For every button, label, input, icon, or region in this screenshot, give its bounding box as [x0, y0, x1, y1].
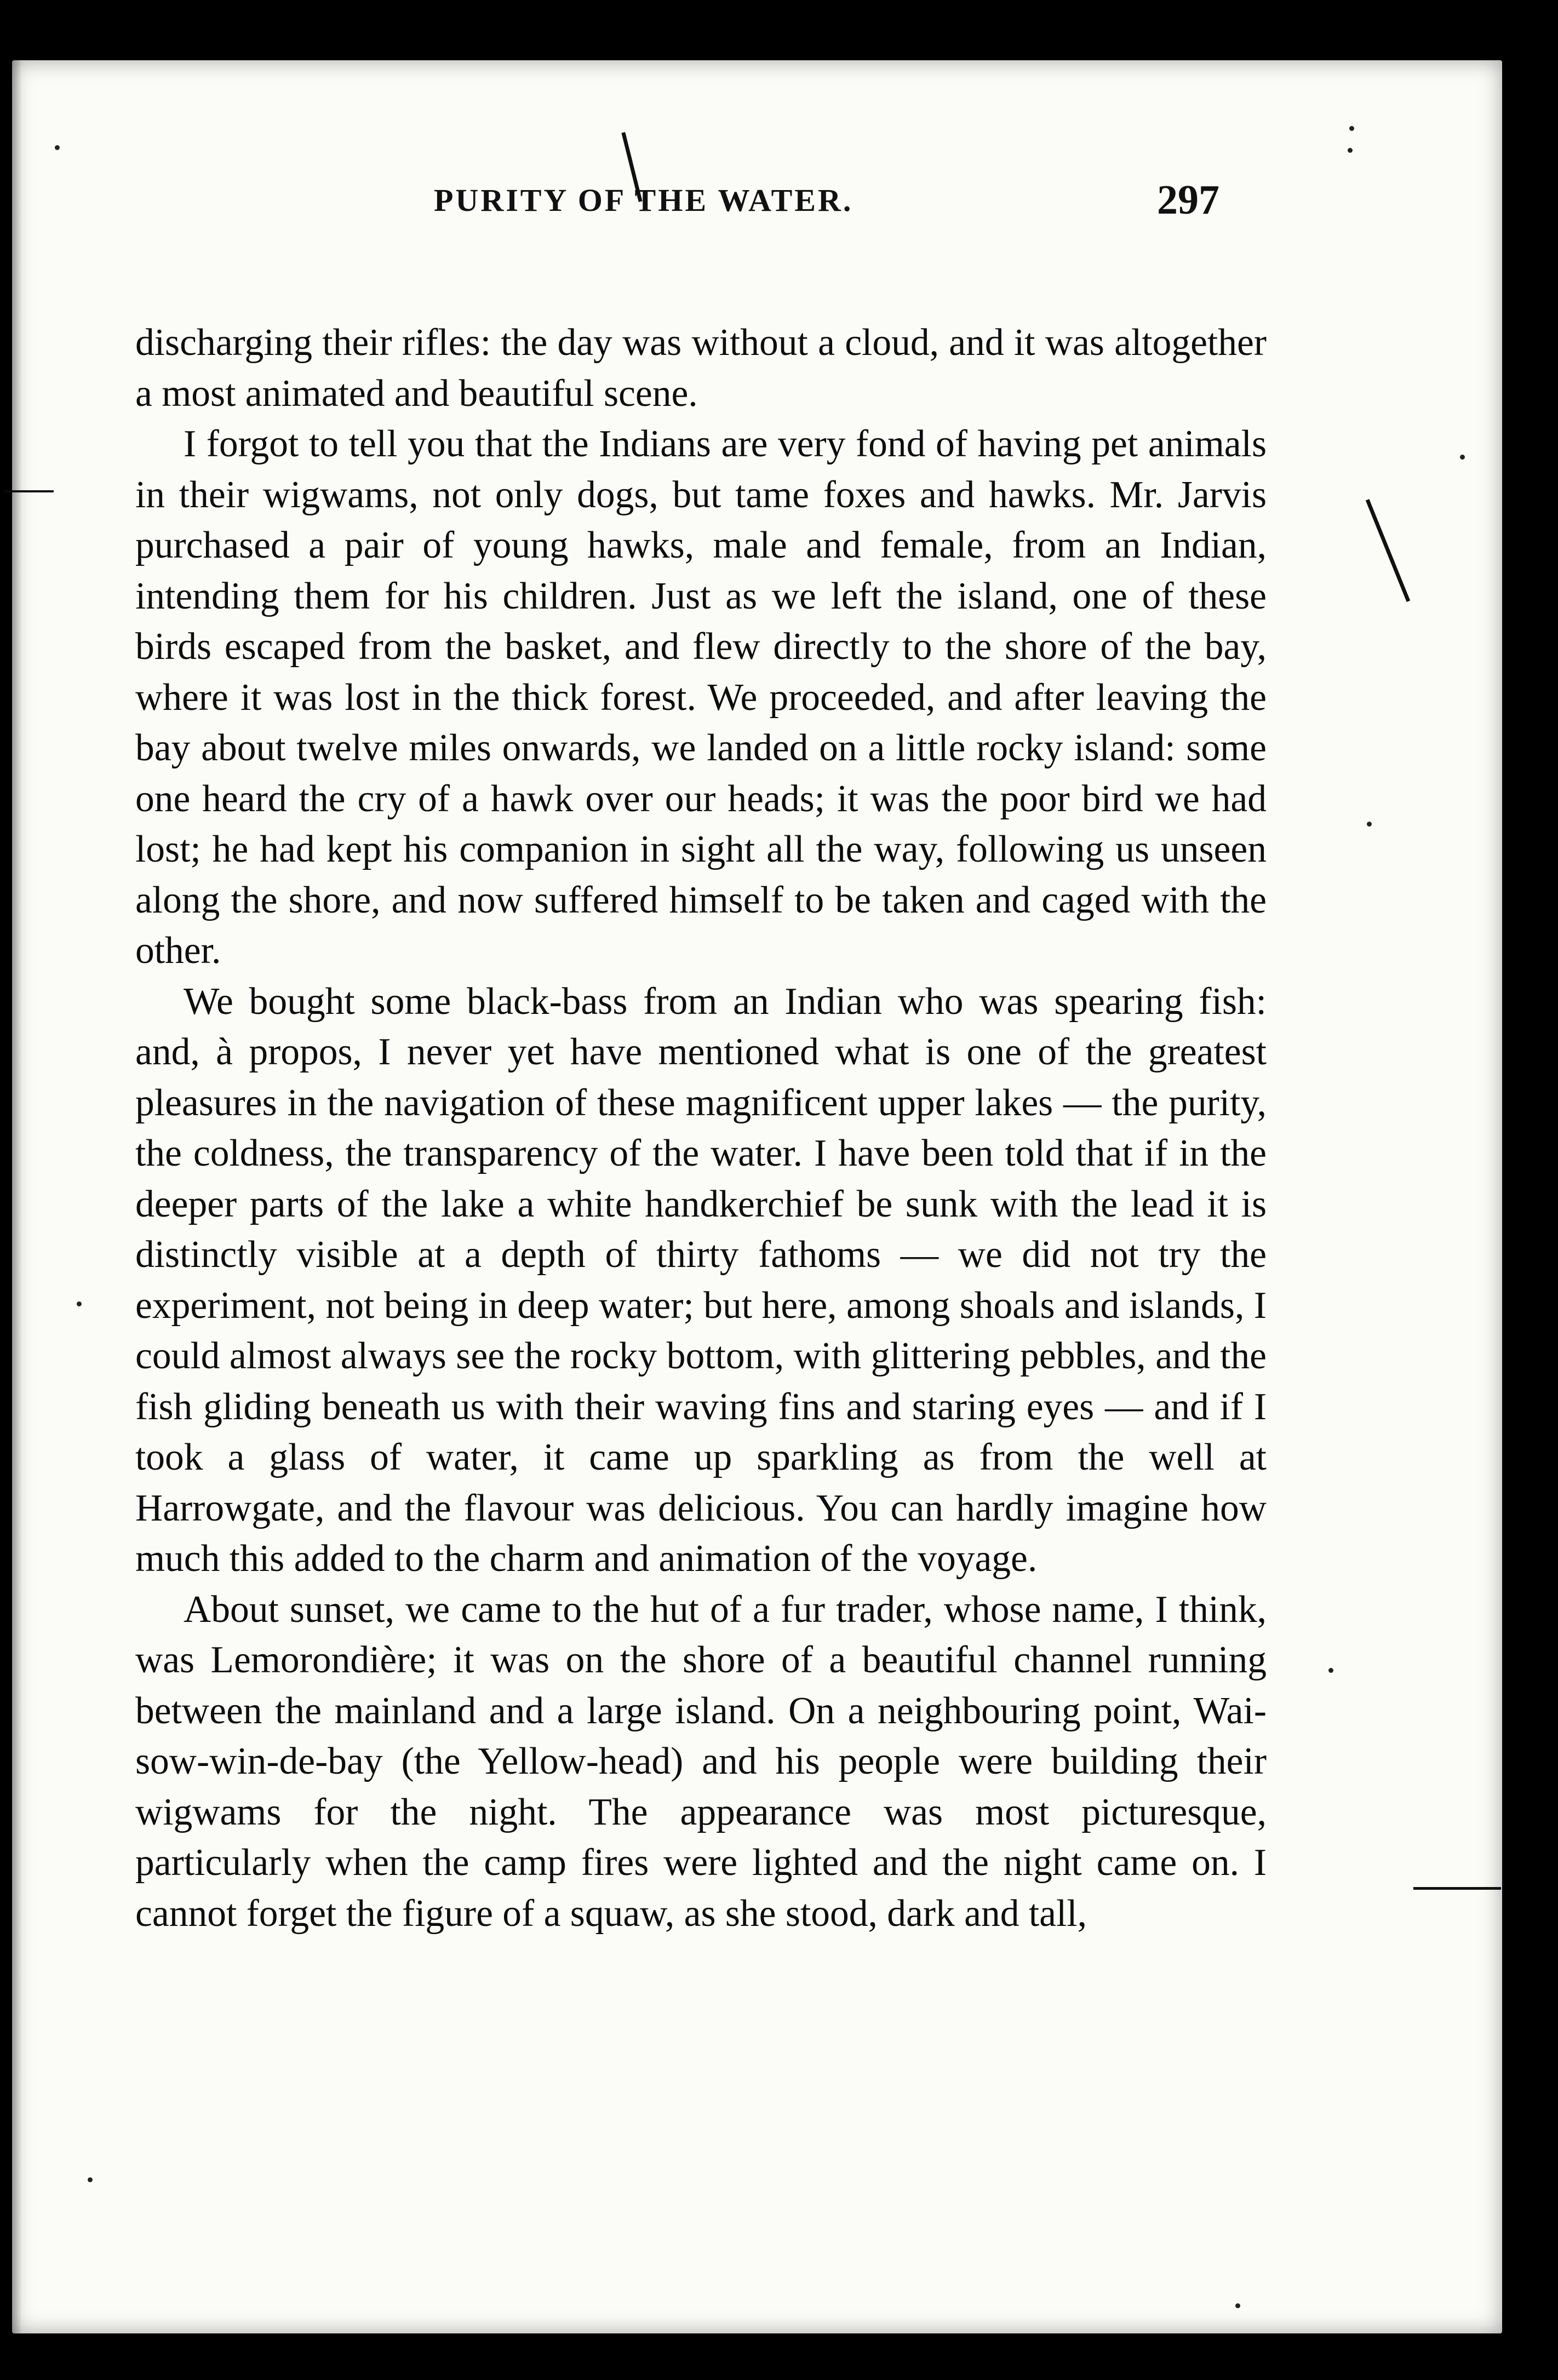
- running-title: PURITY OF THE WATER.: [434, 182, 854, 218]
- paragraph-2: I forgot to tell you that the Indians are very fond of having pet animals in their wigwams, not only dogs, but tame foxes and hawks. Mr. Jarvis purchased a pair of young hawks, male and female, from an Indian, intending them for his children. Just as we left the island, one of these birds escaped from the basket, and flew directly to the shore of the bay, where it was lost in the thick forest. We proceeded, and after leaving the bay about twelve miles onwards, we landed on a little rocky island: some one heard the cry of a hawk over our heads; it was the poor bird we had lost; he had kept his companion in sight all the way, following us unseen along the shore, and now suffered himself to be taken and caged with the other.: [135, 423, 1267, 972]
- speck: [1348, 148, 1353, 153]
- book-page: [12, 60, 1502, 2333]
- speck: [1235, 2303, 1240, 2308]
- binding-shadow: [0, 60, 22, 2333]
- speck: [1328, 1668, 1333, 1673]
- speck: [88, 2177, 93, 2182]
- page-number: 297: [1157, 177, 1219, 223]
- paragraph-1: discharging their rifles: the day was without a cloud, and it was altogether a most animated and beautiful scene.: [135, 322, 1267, 415]
- margin-stroke-bottom-right: [1413, 1887, 1501, 1890]
- paragraph-4: About sunset, we came to the hut of a fur trader, whose name, I think, was Lemorondière; it was on the shore of a beautiful channel running between the mainland and a large island. On a neighbouring point, Wai-sow-win-de-bay (the Yellow-head) and his people were building their wigwams for the night. The appearance was most picturesque, particularly when the camp fires were lighted and the night came on. I cannot forget the figure of a squaw, as she stood, dark and tall,: [135, 1588, 1267, 1935]
- paragraph-3: We bought some black-bass from an Indian who was spearing fish: and, à propos, I never yet have mentioned what is one of the greatest pleasures in the navigation of these magnificent upper lakes — the purity, the coldness, the transparency of the water. I have been told that if in the deeper parts of the lake a white handkerchief be sunk with the lead it is distinctly visible at a depth of thirty fathoms — we did not try the experiment, not being in deep water; but here, among shoals and islands, I could almost always see the rocky bottom, with glittering pebbles, and the fish gliding beneath us with their waving fins and staring eyes — and if I took a glass of water, it came up sparkling as from the well at Harrowgate, and the flavour was delicious. You can hardly imagine how much this added to the charm and animation of the voyage.: [135, 980, 1267, 1580]
- running-head: [12, 176, 1502, 237]
- speck: [1367, 822, 1372, 827]
- speck: [1460, 455, 1465, 460]
- body-text: [135, 318, 1267, 1939]
- speck: [55, 145, 60, 150]
- speck: [77, 1301, 82, 1306]
- speck: [1349, 126, 1354, 131]
